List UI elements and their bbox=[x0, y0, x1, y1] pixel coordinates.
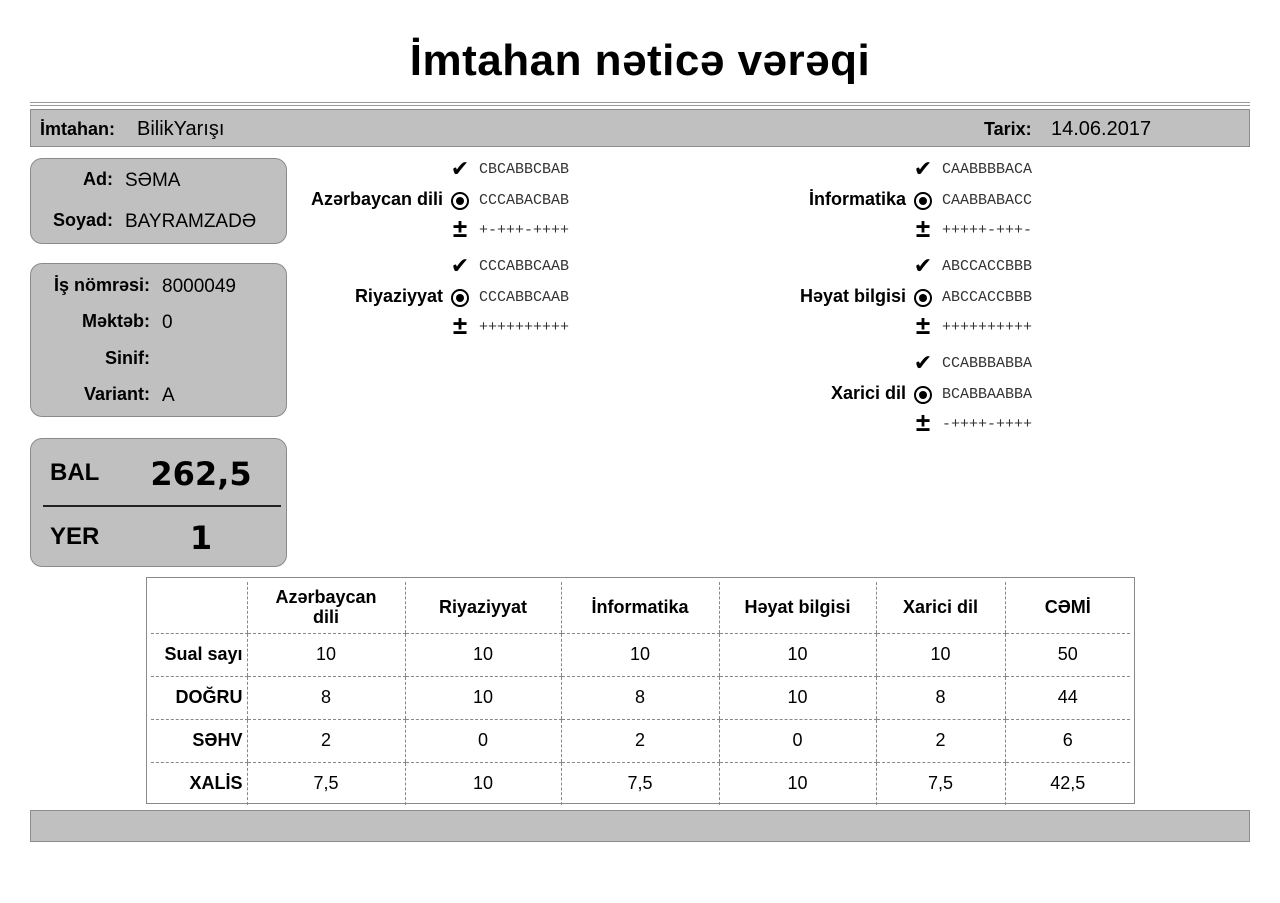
table-cell: 10 bbox=[247, 633, 405, 676]
student-answers: CAABBABACC bbox=[942, 192, 1033, 209]
answer-key: CCABBBABBA bbox=[942, 355, 1033, 372]
answer-key: CCCABBCAAB bbox=[479, 258, 570, 275]
table-cell: 50 bbox=[1005, 633, 1130, 676]
table-header-row bbox=[151, 582, 1130, 633]
plus-minus-icon: ± bbox=[452, 213, 468, 243]
table-row bbox=[151, 633, 1130, 676]
col-header: Həyat bilgisi bbox=[719, 582, 876, 633]
table-cell: 2 bbox=[561, 719, 719, 762]
answer-result: ++++++++++ bbox=[479, 319, 570, 336]
table-cell: 10 bbox=[561, 633, 719, 676]
table-cell: 2 bbox=[876, 719, 1005, 762]
bal-label: BAL bbox=[50, 459, 100, 486]
title-divider bbox=[30, 102, 1250, 103]
exam-info-bar bbox=[30, 109, 1250, 147]
exam-date: 14.06.2017 bbox=[1051, 118, 1152, 140]
student-surname: BAYRAMZADƏ bbox=[125, 211, 257, 232]
col-header: Riyaziyyat bbox=[405, 582, 561, 633]
subject-name: İnformatika bbox=[808, 189, 906, 209]
table-cell: 10 bbox=[719, 762, 876, 805]
subject-name: Xarici dil bbox=[830, 383, 906, 403]
student-answers: ABCCACCBBB bbox=[942, 289, 1033, 306]
table-cell: 2 bbox=[247, 719, 405, 762]
row-label: XALİS bbox=[189, 773, 243, 794]
answer-key: CAABBBBACA bbox=[942, 161, 1033, 178]
subject-block bbox=[652, 352, 1072, 448]
table-row bbox=[151, 719, 1130, 762]
subject-block bbox=[189, 158, 609, 254]
work-number: 8000049 bbox=[162, 276, 236, 297]
table-cell: 10 bbox=[405, 762, 561, 805]
table-cell: 10 bbox=[719, 676, 876, 719]
col-header: Xarici dil bbox=[876, 582, 1005, 633]
col-header: İnformatika bbox=[561, 582, 719, 633]
work-number-label: İş nömrəsi: bbox=[53, 275, 150, 295]
radio-icon bbox=[914, 289, 932, 307]
exam-label: İmtahan: bbox=[40, 119, 116, 139]
table-cell: 42,5 bbox=[1005, 762, 1130, 805]
answer-key: CBCABBCBAB bbox=[479, 161, 570, 178]
radio-icon bbox=[451, 289, 469, 307]
table-cell: 7,5 bbox=[561, 762, 719, 805]
answer-key: ABCCACCBBB bbox=[942, 258, 1033, 275]
subject-block bbox=[652, 158, 1072, 254]
col-header-total: CƏMİ bbox=[1005, 582, 1130, 633]
row-label: Sual sayı bbox=[151, 633, 247, 676]
subject-name: Həyat bilgisi bbox=[799, 286, 906, 306]
subject-name: Riyaziyyat bbox=[354, 286, 443, 306]
table-cell: 0 bbox=[719, 719, 876, 762]
surname-label: Soyad: bbox=[52, 210, 113, 230]
answer-result: -++++-++++ bbox=[942, 416, 1033, 433]
radio-icon bbox=[451, 192, 469, 210]
plus-minus-icon: ± bbox=[915, 407, 931, 437]
student-answers: CCCABBCAAB bbox=[479, 289, 570, 306]
radio-icon bbox=[914, 386, 932, 404]
exam-name: BilikYarışı bbox=[137, 118, 225, 140]
table-cell: 0 bbox=[405, 719, 561, 762]
yer-value: 1 bbox=[189, 519, 213, 557]
variant-value: A bbox=[162, 385, 175, 406]
student-answers: BCABBAABBA bbox=[942, 386, 1033, 403]
radio-icon bbox=[914, 192, 932, 210]
table-cell: 7,5 bbox=[247, 762, 405, 805]
footer-bar bbox=[30, 810, 1250, 842]
name-label: Ad: bbox=[83, 169, 113, 189]
plus-minus-icon: ± bbox=[915, 310, 931, 340]
checkmark-icon: ✔ bbox=[913, 156, 933, 181]
title-divider-2 bbox=[30, 105, 1250, 106]
table-cell: 7,5 bbox=[876, 762, 1005, 805]
variant-label: Variant: bbox=[83, 384, 150, 404]
answer-result: ++++++++++ bbox=[942, 319, 1033, 336]
school-label: Məktəb: bbox=[81, 311, 150, 331]
checkmark-icon: ✔ bbox=[450, 156, 470, 181]
col-header: Azərbaycan dili bbox=[247, 582, 405, 633]
student-answers: CCCABACBAB bbox=[479, 192, 570, 209]
table-cell: 6 bbox=[1005, 719, 1130, 762]
answer-result: +-+++-++++ bbox=[479, 222, 570, 239]
plus-minus-icon: ± bbox=[452, 310, 468, 340]
results-table-frame bbox=[146, 577, 1135, 804]
yer-label: YER bbox=[50, 523, 100, 550]
table-cell: 8 bbox=[561, 676, 719, 719]
date-label: Tarix: bbox=[984, 119, 1032, 139]
score-box bbox=[30, 438, 287, 567]
checkmark-icon: ✔ bbox=[913, 253, 933, 278]
results-table bbox=[151, 582, 1130, 805]
class-label: Sinif: bbox=[105, 348, 150, 368]
table-row bbox=[151, 676, 1130, 719]
table-cell: 44 bbox=[1005, 676, 1130, 719]
table-corner-cell bbox=[151, 582, 247, 633]
subject-block bbox=[189, 255, 609, 351]
table-cell: 10 bbox=[876, 633, 1005, 676]
checkmark-icon: ✔ bbox=[450, 253, 470, 278]
yer-row bbox=[31, 503, 286, 567]
table-cell: 10 bbox=[719, 633, 876, 676]
table-cell: 10 bbox=[405, 676, 561, 719]
answer-result: +++++-+++- bbox=[942, 222, 1033, 239]
row-label: SƏHV bbox=[151, 719, 247, 762]
table-cell: 8 bbox=[876, 676, 1005, 719]
plus-minus-icon: ± bbox=[915, 213, 931, 243]
subject-block bbox=[652, 255, 1072, 351]
row-label: DOĞRU bbox=[151, 676, 247, 719]
page-title: İmtahan nəticə vərəqi bbox=[409, 36, 871, 85]
table-row bbox=[151, 762, 1130, 805]
table-cell: 8 bbox=[247, 676, 405, 719]
school-value: 0 bbox=[162, 312, 173, 333]
bal-row bbox=[31, 439, 286, 503]
table-cell: 10 bbox=[405, 633, 561, 676]
checkmark-icon: ✔ bbox=[913, 350, 933, 375]
bal-value: 262,5 bbox=[150, 455, 252, 493]
student-name: SƏMA bbox=[125, 170, 181, 191]
subject-name: Azərbaycan dili bbox=[310, 189, 443, 209]
